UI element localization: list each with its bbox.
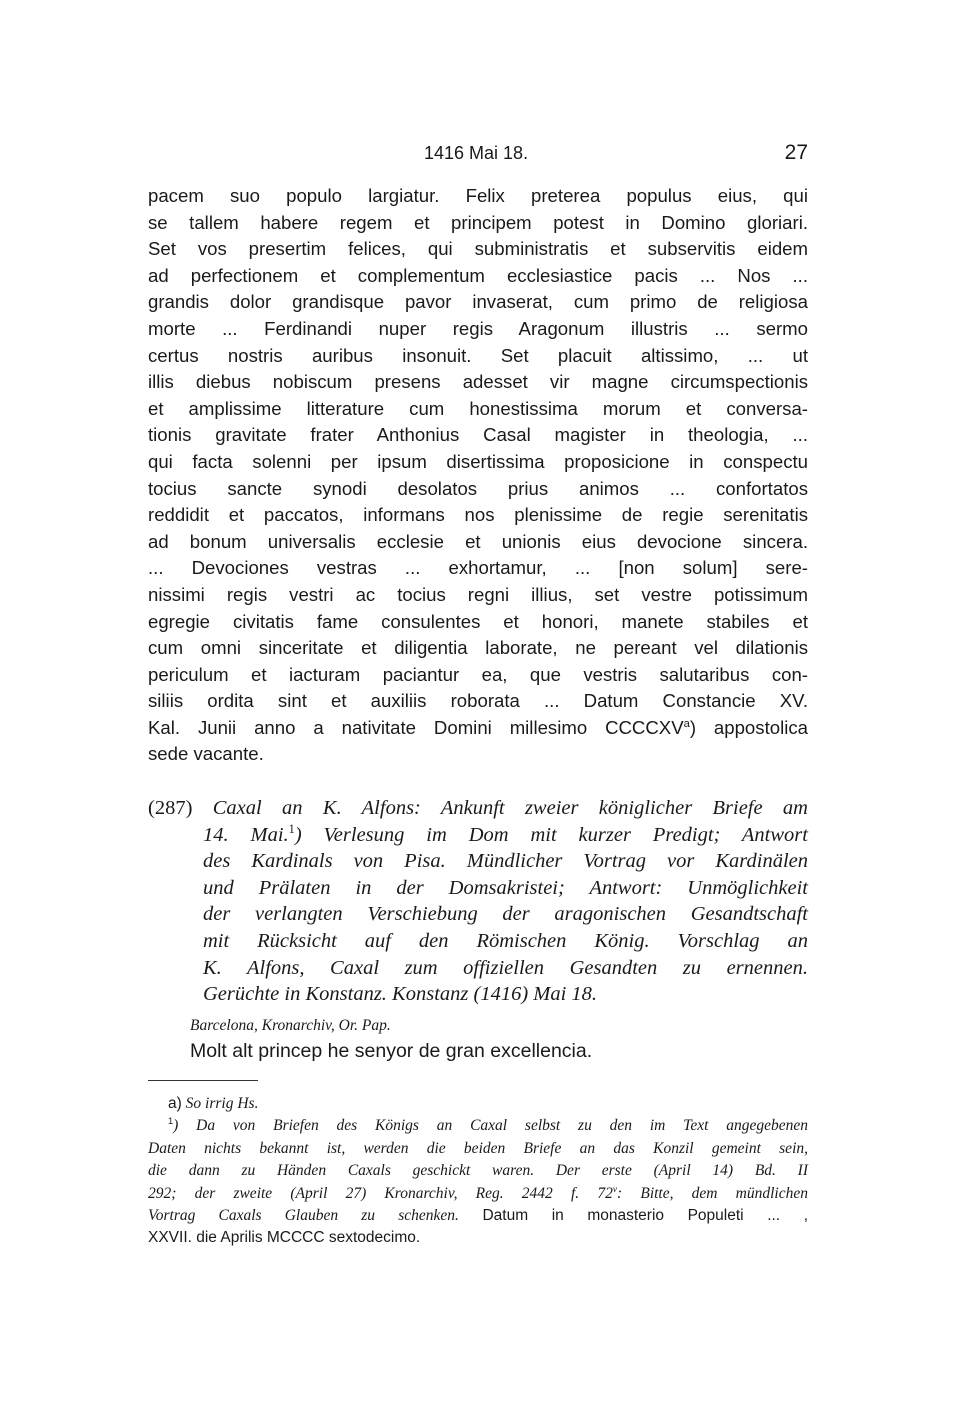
running-head: 1416 Mai 18. [424,143,529,163]
footnotes [148,1093,808,1250]
body-line-date [148,715,808,742]
body-line: Set vos presertim felices, qui subministratis et subservitis eidem [148,238,808,260]
entry-line: (287) Caxal an K. Alfons: Ankunft zweier königlicher Briefe am [148,797,808,819]
footnote-1-line: 292; der zweite (April 27) Kronarchiv, Reg. 2442 f. 72$^v$: Bitte, dem mündlichen [148,1184,808,1202]
entry-number: (287) [148,797,193,819]
date-tail: ) appostolica [689,716,808,738]
footnote-1-label: 1 [168,1116,174,1127]
entry-line: des Kardinals von Pisa. Mündlicher Vortrag vor Kardinälen [203,850,808,873]
entry-line: 14. Mai.$^1$) Verlesung im Dom mit kurzer Predigt; Antwort [203,821,808,846]
body-line: ... Devociones vestras ... exhortamur, ... [non solum] sere- [148,557,808,579]
footnote-1-line: Vortrag Caxals Glauben zu schenken. Datum in monasterio Populeti ... , [148,1207,809,1225]
footnote-1-line: die dann zu Händen Caxals geschickt waren. Der erste (April 14) Bd. II [148,1162,808,1180]
entry-line: mit Rücksicht auf den Römischen König. Vorschlag an [203,929,808,952]
body-line: egregie civitatis fame consulentes et honori, manete stabiles et [148,610,808,632]
body-line: siliis ordita sint et auxiliis roborata ... Datum Constancie XV. [148,690,808,712]
body-line: morte ... Ferdinandi nuper regis Aragonum illustris ... sermo [148,317,808,339]
body-line: certus nostris auribus insonuit. Set placuit altissimo, ... ut [148,344,808,366]
body-line: cum omni sinceritate et diligentia laborate, ne pereant vel dilationis [148,637,808,659]
body-line: periculum et iacturam paciantur ea, que vestris salutaribus con- [148,663,808,685]
body-line: pacem suo populo largiatur. Felix preterea populus eius, qui [148,185,808,206]
body-line: illis diebus nobiscum presens adesset vir magne circumspectionis [148,371,808,393]
page-number: 27 [784,141,808,164]
body-line: ad bonum universalis ecclesie et unionis eius devocione sincera. [148,530,808,552]
footnote-divider [148,1080,258,1081]
footnote-a-label: a) [168,1095,182,1112]
footnote-1-line: Daten nichts bekannt ist, werden die beiden Briefe an das Konzil gemeint sein, [148,1139,808,1157]
footnote-1-line: XXVII. die Aprilis MCCCC sextodecimo. [148,1229,421,1247]
body-line: sede vacante. [148,743,264,765]
body-line: grandis dolor grandisque pavor invaserat, cum primo de religiosa [148,291,808,313]
body-line: tionis gravitate frater Anthonius Casal magister in theologia, ... [148,424,808,446]
letter-body [148,183,808,768]
entry-287-regest [148,795,808,1008]
entry-line: Gerüchte in Konstanz. Konstanz (1416) Mai 18. [203,983,598,1006]
body-line: et amplissime litterature cum honestissima morum et conversa- [148,397,808,419]
date-text: Kal. Junii anno a nativitate Domini millesimo CCCCXV [148,716,684,738]
archival-source: Barcelona, Kronarchiv, Or. Pap. [190,1017,391,1034]
body-line: qui facta solenni per ipsum disertissima proposicione in conspectu [148,450,808,472]
incipit: Molt alt princep he senyor de gran excellencia. [190,1040,593,1062]
footnote-ref-1: 1 [288,821,295,836]
body-line: tocius sancte synodi desolatos prius animos ... confortatos [148,477,808,499]
page-header [148,143,808,167]
body-line: nissimi regis vestri ac tocius regni illius, set vestre potissimum [148,583,808,605]
footnote-a: a) So irrig Hs. [168,1095,259,1112]
entry-line: und Prälaten in der Domsakristei; Antwort: Unmöglichkeit [203,876,808,899]
body-line: reddidit et paccatos, informans nos plenissime de regie serenitatis [148,504,808,526]
folio-verso-mark: v [612,1184,617,1195]
entry-line: K. Alfons, Caxal zum offiziellen Gesandten zu ernennen. [203,956,808,979]
body-line: se tallem habere regem et principem potest in Domino gloriari. [148,211,808,233]
footnote-ref-a: a [683,717,690,730]
entry-line: der verlangten Verschiebung der aragonischen Gesandtschaft [203,903,808,926]
footnote-1-line: $^1$) Da von Briefen des Königs an Caxal selbst zu den im Text angegebenen [168,1116,808,1135]
body-line: ad perfectionem et complementum ecclesiastice pacis ... Nos ... [148,264,808,286]
